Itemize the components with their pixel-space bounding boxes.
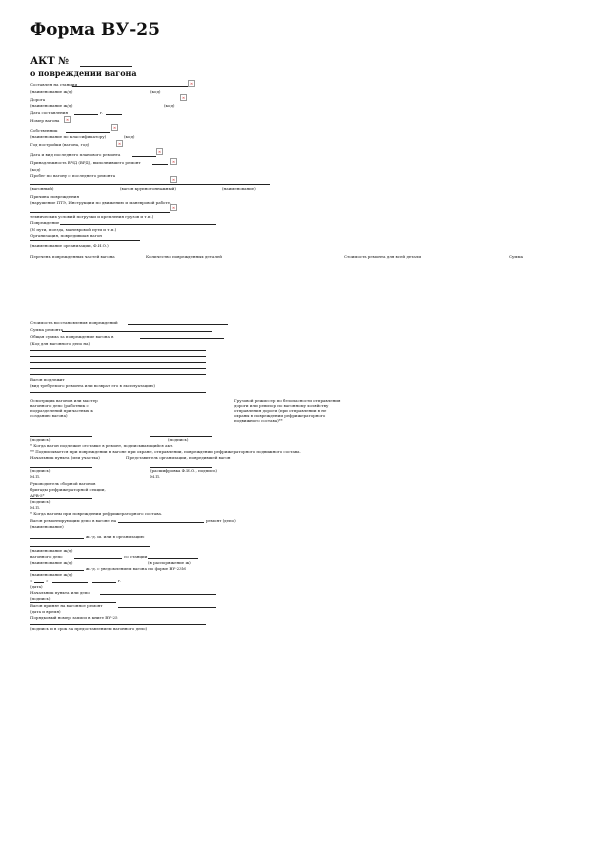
send-depot-label: вагонного депо <box>30 554 63 559</box>
road-select-icon[interactable]: × <box>181 95 186 100</box>
repair-sum-label: Сумма ремонта <box>30 327 64 332</box>
stamp-mark-3: М.П. <box>30 505 41 510</box>
date-hint: (дата) <box>30 584 43 589</box>
record-number-field[interactable] <box>30 624 206 625</box>
blank-line-1[interactable] <box>30 350 206 351</box>
from-station-label: со станции <box>124 554 148 559</box>
accepted-label: Вагон принят на вагонное ремонт <box>30 603 103 608</box>
year-suffix: г. <box>100 110 104 115</box>
signature-hint-1: (подпись) <box>30 437 51 442</box>
owner-field[interactable] <box>66 132 110 133</box>
org-hint: (наименование организации, Ф.И.О.) <box>30 243 109 248</box>
station-select-icon[interactable]: × <box>189 81 194 86</box>
from-station-field[interactable] <box>148 558 198 559</box>
cause-hint: (нарушение ПТЭ, Инструкции по движению и маневровой работе, <box>30 200 172 205</box>
day-field[interactable] <box>34 582 44 583</box>
cause-hint-2: технических условий погрузки и крепления грузов и т.п.) <box>30 214 154 219</box>
station-label: Составлен на станции <box>30 82 78 87</box>
month-field[interactable] <box>52 582 88 583</box>
quote-open: « <box>30 578 33 583</box>
col-count: Количество поврежденных деталей <box>146 254 222 259</box>
station-head-label: Начальник пункта (или участка) <box>30 455 100 460</box>
code-label: (код) <box>150 89 161 94</box>
damage-hint: (N пути, поезда, маневровой пути и т.п.) <box>30 227 117 232</box>
mileage-hint-3: (наименование) <box>222 186 256 191</box>
signature-hint-4: (расшифровка Ф.И.О., подпись) <box>150 468 217 473</box>
cause-label: Причина повреждения <box>30 194 79 199</box>
depot-field[interactable] <box>152 164 168 165</box>
rail-name-label: (наименование ж/д) <box>30 89 73 94</box>
mileage-hint-2: (вагон крупнотоннажный) <box>120 186 176 191</box>
org-rep-label: Представитель организации, повредившей вагон <box>126 455 231 460</box>
signature-hint-3: (подпись) <box>30 468 51 473</box>
owner-label: Собственник <box>30 128 58 133</box>
inspector-block: Осмотрщик вагонов или мастер вагонного депо (работник с подразделений причастных к созданию вагона) <box>30 398 98 418</box>
code-label-2: (код) <box>164 103 175 108</box>
restore-cost-field[interactable] <box>128 324 228 325</box>
date-field[interactable] <box>74 114 98 115</box>
blank-line-5[interactable] <box>30 374 206 375</box>
last-repair-icon[interactable]: × <box>157 149 162 154</box>
mileage-hint-1: (вагонный) <box>30 186 54 191</box>
org-field[interactable] <box>30 240 140 241</box>
send-hint-2: (наименование ж/д) <box>30 560 73 565</box>
quote-close: » <box>46 578 49 583</box>
point-head-label: Начальник пункта или депо <box>30 590 90 595</box>
last-repair-field[interactable] <box>132 156 156 157</box>
point-head-field[interactable] <box>100 594 216 595</box>
form-title: Форма ВУ-25 <box>30 20 160 40</box>
year-suffix-2: г. <box>118 578 122 583</box>
footnote-2: ** Подписывается при повреждении в вагоне при охране, отправлении, повреждении рефрижераторного подвижного состава. <box>30 449 301 454</box>
wagon-subject-hint: (вид требуемого ремонта или возврат его в эксплуатацию) <box>30 383 155 388</box>
depot-code-label: (код) <box>30 167 41 172</box>
send-hint: (наименование ж/д) <box>30 548 73 553</box>
blank-line-2[interactable] <box>30 356 206 357</box>
owner-select-icon[interactable]: × <box>112 125 117 130</box>
signature-hint-5: (подпись) <box>30 499 51 504</box>
cause-field[interactable] <box>30 212 170 213</box>
date-label: Дата составления <box>30 110 69 115</box>
build-year-label: Год постройки (вагона, год) <box>30 142 90 147</box>
mileage-label: Пробег по вагону с последнего ремонта <box>30 173 116 178</box>
notify-field[interactable] <box>30 570 84 571</box>
col-cost: Стоимость ремонта для всей детали <box>344 254 421 259</box>
mileage-field[interactable] <box>30 184 270 185</box>
last-repair-label: Дата и вид последнего планового ремонта <box>30 152 121 157</box>
mileage-icon[interactable]: × <box>171 177 176 182</box>
ref-section-label: бригады рефрижераторной секции, <box>30 487 106 492</box>
signature-hint-2: (подпись) <box>168 437 189 442</box>
repair-depot-label: Вагон ремонтирующим депо в вагоне на <box>30 518 117 523</box>
final-hint: (подпись и в срок за предоставлением вагонного депо) <box>30 626 148 631</box>
signature-hint-6: (подпись) <box>30 596 51 601</box>
owner-hint: (наименование по классификатору) <box>30 134 107 139</box>
year-field[interactable] <box>106 114 122 115</box>
col-parts: Перечень поврежденных частей вагона <box>30 254 115 259</box>
wagon-number-label: Номер вагона <box>30 118 60 123</box>
footnote-3: * Когда вагоны при повреждении рефрижераторного состава. <box>30 511 163 516</box>
year-field-2[interactable] <box>92 582 116 583</box>
notify-hint: (наименование ж/д) <box>30 572 73 577</box>
auditor-block: Грузовой режиссер по безопасности отправления дороги или ревизор по вагонному хозяйству отправления дороги (при отправлении в не охраны в повреждении рефрижераторного подвижного состава)** <box>234 398 341 423</box>
blank-line-3[interactable] <box>30 362 206 363</box>
send-field[interactable] <box>30 546 150 547</box>
act-heading: АКТ № <box>30 56 70 67</box>
station-field[interactable] <box>72 86 188 87</box>
damage-label: Повреждение <box>30 220 60 225</box>
rail-name-label-2: (наименование ж/д) <box>30 103 73 108</box>
total-sum-field[interactable] <box>140 338 224 339</box>
total-sum-label: Общая сумма за повреждение вагона в <box>30 334 114 339</box>
cause-icon[interactable]: × <box>171 205 176 210</box>
footnote-1: * Когда вагон подлежит отставке в ремонт, подписывающийся акт. <box>30 443 174 448</box>
datetime-hint: (дата и время) <box>30 609 61 614</box>
send-depot-field[interactable] <box>74 558 122 559</box>
arv-label: АРВ-5* <box>30 493 45 498</box>
repair-sum-field[interactable] <box>62 331 212 332</box>
rail-field[interactable] <box>30 538 84 539</box>
notify-label: ж.-д. с уведомлением вагона по форме ВУ-23М <box>86 566 186 571</box>
depot-icon[interactable]: × <box>171 159 176 164</box>
wagon-number-icon[interactable]: × <box>65 117 70 122</box>
damage-field[interactable] <box>60 224 216 225</box>
act-number-field[interactable] <box>80 66 132 67</box>
stamp-mark-1: М.П. <box>30 474 41 479</box>
org-label: Организация, повредившая вагон <box>30 233 102 238</box>
accepted-field[interactable] <box>118 607 216 608</box>
repair-depot-hint: (наименование) <box>30 524 64 529</box>
disposal-hint: (в распоряжение ж) <box>148 560 191 565</box>
build-year-icon[interactable]: × <box>117 141 122 146</box>
blank-line-4[interactable] <box>30 368 206 369</box>
repair-depot-field[interactable] <box>118 522 204 523</box>
restore-cost-label: Стоимость восстановления повреждений <box>30 320 118 325</box>
act-subtitle: о повреждении вагона <box>30 68 137 78</box>
wagon-subject-label: Вагон подлежит <box>30 377 65 382</box>
record-number-label: Порядковый номер записи в книге ВУ-25 <box>30 615 118 620</box>
col-sum: Сумма <box>509 254 524 259</box>
depot-label: Принадлежность ВЧД (ВРД), выполнившего ремонт <box>30 160 141 165</box>
stamp-mark-2: М.П. <box>150 474 161 479</box>
owner-code-label: (код) <box>124 134 135 139</box>
road-label: Дорога <box>30 97 46 102</box>
blank-line-6[interactable] <box>30 392 206 393</box>
code-depot-label: (Код для вагонного депо на) <box>30 341 91 346</box>
rail-org-label: ж.-д. ш. или в организацию <box>86 534 145 539</box>
head-crew-label: Руководитель сборной вагонов <box>30 481 96 486</box>
repair-depot-suffix: ремонт (депо) <box>206 518 236 523</box>
